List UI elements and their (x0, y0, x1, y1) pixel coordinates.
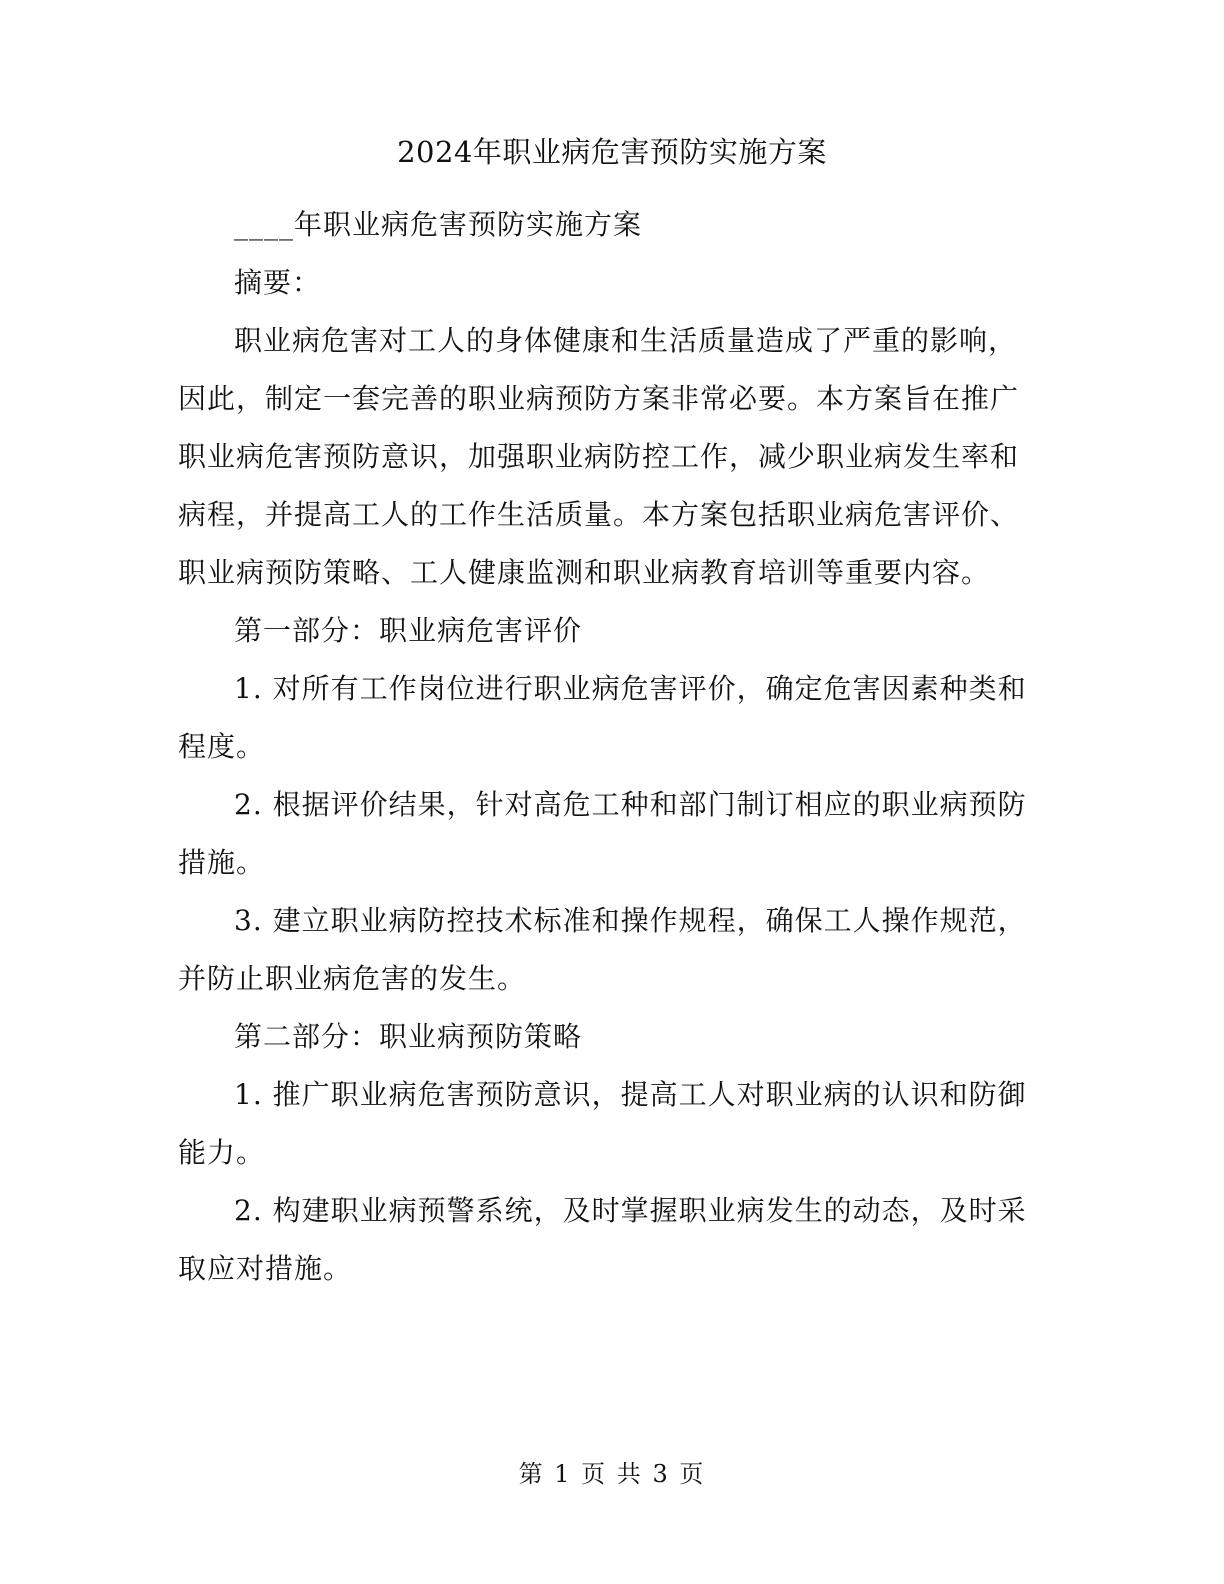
list-item: 2. 构建职业病预警系统，及时掌握职业病发生的动态，及时采取应对措施。 (178, 1194, 1027, 1285)
section-heading-part-one: 第一部分：职业病危害评价 (234, 614, 583, 647)
subtitle-paragraph: ____年职业病危害预防实施方案 (234, 208, 643, 241)
abstract-heading: 摘要： (234, 266, 322, 299)
document-body (178, 196, 1038, 1298)
list-item: 1. 推广职业病危害预防意识，提高工人对职业病的认识和防御能力。 (178, 1078, 1027, 1169)
list-item: 3. 建立职业病防控技术标准和操作规程，确保工人操作规范，并防止职业病危害的发生。 (178, 904, 1027, 995)
list-item: 1. 对所有工作岗位进行职业病危害评价，确定危害因素种类和程度。 (178, 672, 1027, 763)
abstract-paragraph: 职业病危害对工人的身体健康和生活质量造成了严重的影响，因此，制定一套完善的职业病预防方案非常必要。本方案旨在推广职业病危害预防意识，加强职业病防控工作，减少职业病发生率和病程，并提高工人的工作生活质量。本方案包括职业病危害评价、职业病预防策略、工人健康监测和职业病教育培训等重要内容。 (178, 324, 1020, 589)
page-number-footer: 第 1 页 共 3 页 (518, 1460, 706, 1488)
list-item: 2. 根据评价结果，针对高危工种和部门制订相应的职业病预防措施。 (178, 788, 1027, 879)
document-title: 2024年职业病危害预防实施方案 (397, 135, 827, 169)
section-heading-part-two: 第二部分：职业病预防策略 (234, 1020, 583, 1053)
